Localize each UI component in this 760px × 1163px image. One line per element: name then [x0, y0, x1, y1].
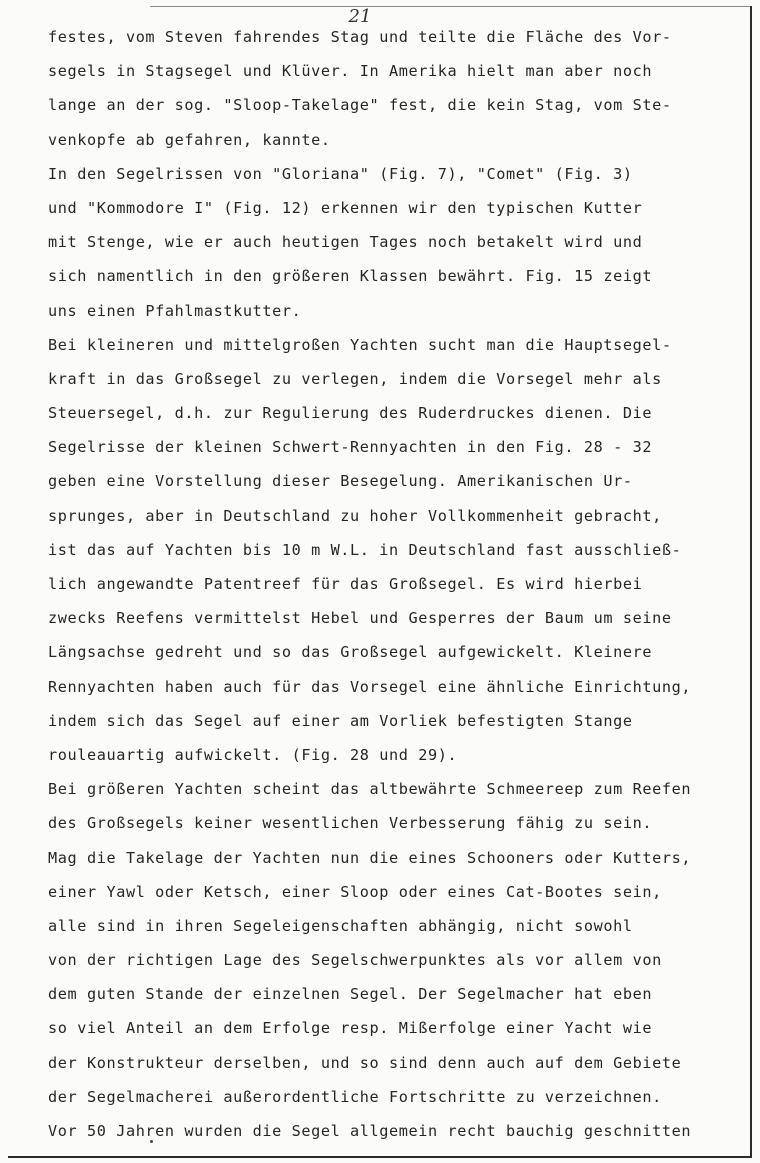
text-line: Längsachse gedreht und so das Großsegel aufgewickelt. Kleinere — [48, 643, 653, 662]
text-line: lange an der sog. "Sloop-Takelage" fest, die kein Stag, vom Ste- — [48, 96, 672, 115]
text-line: von der richtigen Lage des Segelschwerpunktes als vor allem von — [48, 951, 662, 970]
text-line: mit Stenge, wie er auch heutigen Tages noch betakelt wird und — [48, 233, 643, 252]
text-line: so viel Anteil an dem Erfolge resp. Mißerfolge einer Yacht wie — [48, 1019, 653, 1038]
text-line: Bei kleineren und mittelgroßen Yachten sucht man die Hauptsegel- — [48, 335, 672, 354]
text-line: lich angewandte Patentreef für das Großsegel. Es wird hierbei — [48, 575, 643, 593]
text-line: einer Yawl oder Ketsch, einer Sloop oder eines Cat-Bootes sein, — [48, 882, 662, 901]
page-right-border — [750, 6, 752, 1158]
page-number: 21 — [348, 6, 372, 27]
text-line: Mag die Takelage der Yachten nun die eines Schooners oder Kutters, — [48, 848, 692, 867]
text-line: dem guten Stande der einzelnen Segel. Der Segelmacher hat eben — [48, 985, 653, 1004]
body-text — [48, 20, 744, 1148]
text-line: sprunges, aber in Deutschland zu hoher Vollkommenheit gebracht, — [48, 506, 662, 525]
text-line: sich namentlich in den größeren Klassen bewährt. Fig. 15 zeigt — [48, 267, 653, 286]
text-line: Vor 50 Jahren wurden die Segel allgemein recht bauchig geschnitten — [48, 1122, 692, 1140]
text-line: alle sind in ihren Segeleigenschaften abhängig, nicht sowohl — [48, 916, 633, 935]
text-line: der Segelmacherei außerordentliche Fortschritte zu verzeichnen. — [48, 1087, 662, 1106]
text-line: Steuersegel, d.h. zur Regulierung des Ruderdruckes dienen. Die — [48, 404, 653, 423]
page-bottom-border — [8, 1156, 752, 1158]
text-line: segels in Stagsegel und Klüver. In Amerika hielt man aber noch — [48, 62, 653, 81]
text-line: zwecks Reefens vermittelst Hebel und Gesperres der Baum um seine — [48, 609, 672, 628]
text-line: ist das auf Yachten bis 10 m W.L. in Deutschland fast ausschließ- — [48, 540, 682, 559]
text-line: In den Segelrissen von "Gloriana" (Fig. 7), "Comet" (Fig. 3) — [48, 164, 633, 183]
text-line: indem sich das Segel auf einer am Vorliek befestigten Stange — [48, 711, 633, 730]
text-line: rouleauartig aufwickelt. (Fig. 28 und 29). — [48, 745, 458, 764]
text-line: Rennyachten haben auch für das Vorsegel eine ähnliche Einrichtung, — [48, 677, 692, 696]
text-line: kraft in das Großsegel zu verlegen, indem die Vorsegel mehr als — [48, 369, 662, 388]
text-line: des Großsegels keiner wesentlichen Verbesserung fähig zu sein. — [48, 814, 653, 833]
text-line: Segelrisse der kleinen Schwert-Rennyachten in den Fig. 28 - 32 — [48, 438, 653, 457]
text-line: uns einen Pfahlmastkutter. — [48, 301, 302, 320]
scan-speck — [150, 1140, 153, 1143]
text-line: und "Kommodore I" (Fig. 12) erkennen wir den typischen Kutter — [48, 198, 643, 217]
page-top-edge — [150, 6, 752, 7]
text-line: festes, vom Steven fahrendes Stag und teilte die Fläche des Vor- — [48, 28, 672, 46]
text-line: geben eine Vorstellung dieser Besegelung. Amerikanischen Ur- — [48, 472, 633, 491]
text-line: der Konstrukteur derselben, und so sind denn auch auf dem Gebiete — [48, 1053, 682, 1072]
text-line: venkopfe ab gefahren, kannte. — [48, 130, 331, 149]
text-line: Bei größeren Yachten scheint das altbewährte Schmeereep zum Reefen — [48, 780, 692, 799]
